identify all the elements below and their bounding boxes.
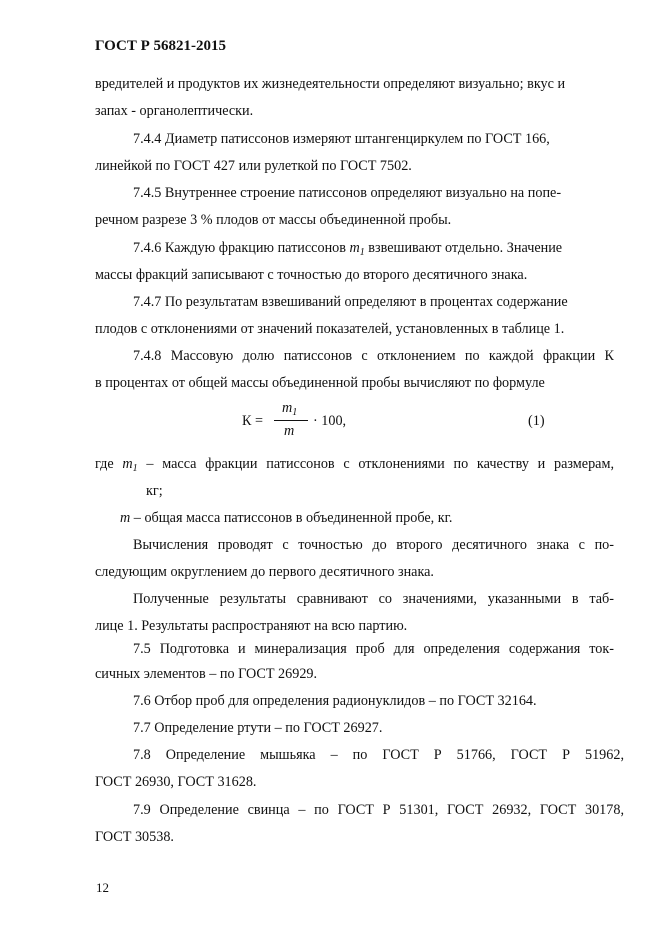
- symbol-m: m: [122, 456, 133, 472]
- text-line: 7.7 Определение ртути – по ГОСТ 26927.: [133, 720, 383, 736]
- text-line: 7.4.4 Диаметр патиссонов измеряют штангенциркулем по ГОСТ 166,: [133, 131, 550, 147]
- text-line: 7.6 Отбор проб для определения радионуклидов – по ГОСТ 32164.: [133, 693, 537, 709]
- symbol-subscript: 1: [132, 463, 138, 474]
- document-header: ГОСТ Р 56821-2015: [95, 38, 227, 54]
- text-line: сичных элементов – по ГОСТ 26929.: [95, 666, 318, 682]
- text-line-with-symbol: [120, 509, 452, 527]
- formula-lhs: К =: [242, 413, 264, 429]
- text-line: в процентах от общей массы объединенной пробы вычисляют по формуле: [95, 375, 545, 391]
- text-line: Полученные результаты сравнивают со значениями, указанными в таб-: [133, 591, 614, 607]
- formula-numerator-symbol: m: [282, 400, 293, 416]
- symbol-m: m: [349, 240, 360, 256]
- fraction-bar: [274, 420, 308, 421]
- formula-denominator: m: [284, 423, 295, 439]
- text-line: следующим округлением до первого десятичного знака.: [95, 564, 434, 580]
- symbol-subscript: 1: [359, 247, 365, 258]
- text-line: 7.4.5 Внутреннее строение патиссонов определяют визуально на попе-: [133, 185, 562, 201]
- formula-numerator: [282, 400, 297, 418]
- text-line: 7.5 Подготовка и минерализация проб для определения содержания ток-: [133, 641, 614, 657]
- formula-numerator-subscript: 1: [292, 407, 298, 418]
- text-fragment: – масса фракции патиссонов с отклонениями по качеству и размерам,: [146, 456, 614, 472]
- text-line: плодов с отклонениями от значений показателей, установленных в таблице 1.: [95, 321, 565, 337]
- text-line-with-symbol: [95, 455, 614, 478]
- text-line: кг;: [146, 483, 163, 499]
- formula-1: [0, 398, 661, 442]
- text-line: массы фракций записывают с точностью до второго десятичного знака.: [95, 267, 528, 283]
- text-line: лице 1. Результаты распространяют на всю партию.: [95, 618, 408, 634]
- text-line: ГОСТ 30538.: [95, 829, 174, 845]
- text-line: 7.4.7 По результатам взвешиваний определяют в процентах содержание: [133, 294, 568, 310]
- text-fragment: где: [95, 456, 114, 472]
- text-line: Вычисления проводят с точностью до второго десятичного знака с по-: [133, 537, 614, 553]
- text-line: 7.8 Определение мышьяка – по ГОСТ Р 51766, ГОСТ Р 51962,: [133, 747, 624, 763]
- text-line: вредителей и продуктов их жизнедеятельности определяют визуально; вкус и: [95, 76, 566, 92]
- page-number: 12: [96, 880, 109, 895]
- text-line: 7.4.8 Массовую долю патиссонов с отклонением по каждой фракции К: [133, 348, 614, 364]
- text-fragment: 7.4.6 Каждую фракцию патиссонов: [133, 240, 346, 256]
- text-line: речном разрезе 3 % плодов от массы объединенной пробы.: [95, 212, 452, 228]
- text-line: 7.9 Определение свинца – по ГОСТ Р 51301, ГОСТ 26932, ГОСТ 30178,: [133, 802, 624, 818]
- text-fragment: – общая масса патиссонов в объединенной пробе, кг.: [133, 510, 453, 526]
- text-fragment: взвешивают отдельно. Значение: [368, 240, 563, 256]
- text-line: запах - органолептически.: [95, 103, 254, 119]
- text-line: ГОСТ 26930, ГОСТ 31628.: [95, 774, 257, 790]
- formula-multiplier: · 100,: [313, 413, 347, 429]
- text-line-with-symbol: [133, 239, 562, 262]
- symbol-m: m: [120, 510, 131, 526]
- formula-number: (1): [528, 413, 545, 429]
- text-line: линейкой по ГОСТ 427 или рулеткой по ГОСТ 7502.: [95, 158, 412, 174]
